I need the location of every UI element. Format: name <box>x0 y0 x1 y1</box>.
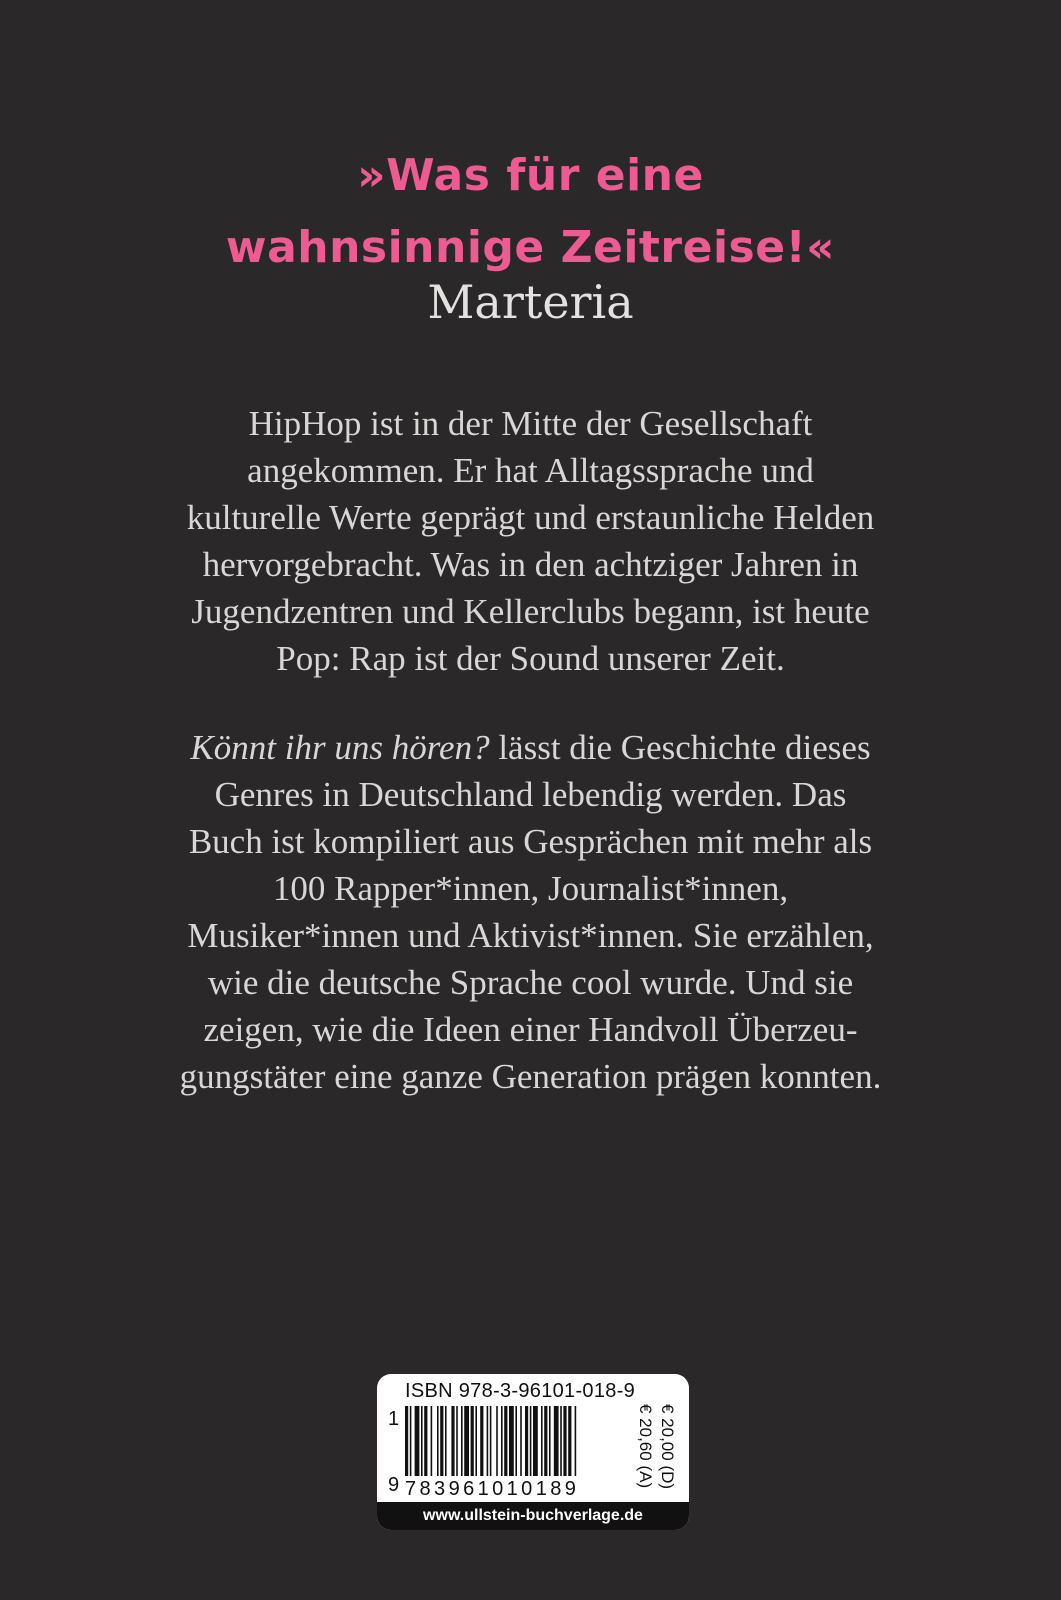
barcode-digit-bottom: 9 <box>388 1474 400 1496</box>
price-block <box>629 1404 681 1504</box>
barcode-number: 783961010189 <box>405 1478 580 1500</box>
blurb-line <box>0 724 1061 771</box>
blurb-line: Genres in Deutschland lebendig werden. Das <box>214 775 847 814</box>
blurb-line: wie die deutsche Sprache cool wurde. Und sie <box>207 963 854 1002</box>
quote-line-2: wahnsinnige Zeitreise!« <box>225 222 836 273</box>
publisher-website: www.ullstein-buchverlage.de <box>377 1502 689 1530</box>
blurb-line: zeigen, wie die Ideen einer Handvoll Überzeu- <box>203 1010 858 1049</box>
cover-quote <box>0 140 1061 284</box>
barcode-icon <box>403 1406 625 1476</box>
blurb-line: Jugendzentren und Kellerclubs begann, ist heute <box>191 592 870 631</box>
price-germany: € 20,00 (D) <box>658 1404 677 1490</box>
price-austria: € 20,60 (A) <box>636 1404 655 1489</box>
blurb-line: hervorgebracht. Was in den achtziger Jahren in <box>202 545 859 584</box>
blurb-line: 100 Rapper*innen, Journalist*innen, <box>272 869 789 908</box>
blurb-line: kulturelle Werte geprägt und erstaunliche Helden <box>186 498 875 537</box>
isbn-barcode-label <box>377 1374 689 1530</box>
blurb-line: Pop: Rap ist der Sound unserer Zeit. <box>276 639 785 678</box>
quote-author: Marteria <box>427 275 634 329</box>
quote-line-1: »Was für eine <box>357 150 704 201</box>
blurb-line: angekommen. Er hat Alltagssprache und <box>247 451 814 490</box>
blurb-paragraph-1 <box>0 400 1061 682</box>
book-title: Könnt ihr uns hören? <box>190 728 490 767</box>
blurb-line: gungstäter eine ganze Generation prägen konnten. <box>179 1057 882 1096</box>
blurb-line: Musiker*innen und Aktivist*innen. Sie erzählen, <box>187 916 874 955</box>
barcode-digit-top: 1 <box>388 1408 400 1430</box>
blurb-line: Buch ist kompiliert aus Gesprächen mit mehr als <box>188 822 873 861</box>
blurb-paragraph-2 <box>0 724 1061 1100</box>
isbn-number: ISBN 978-3-96101-018-9 <box>405 1380 636 1402</box>
blurb-line: HipHop ist in der Mitte der Gesellschaft <box>248 404 813 443</box>
blurb-line-rest: lässt die Geschichte dieses <box>489 728 871 767</box>
